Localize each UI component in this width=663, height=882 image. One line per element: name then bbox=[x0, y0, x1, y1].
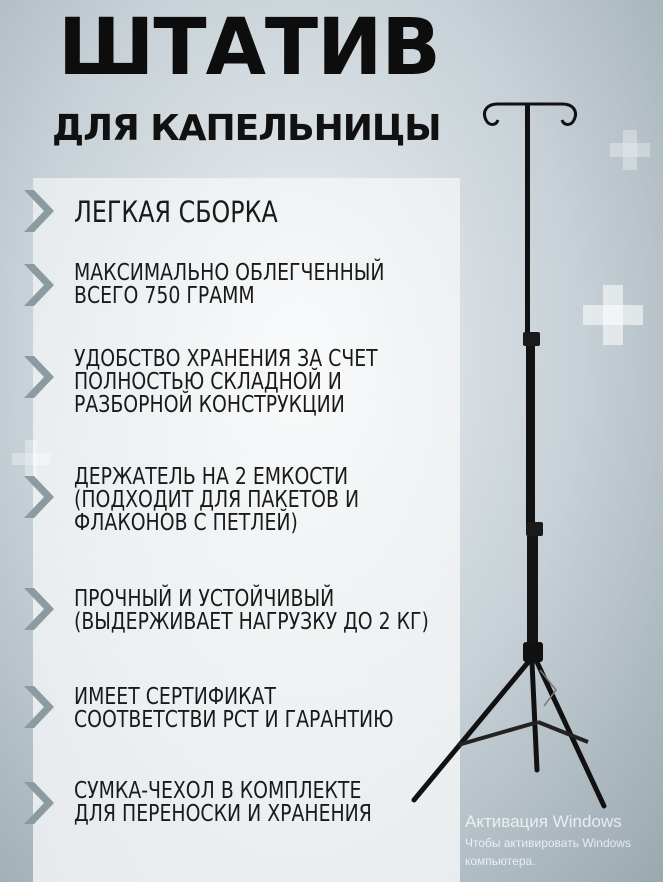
watermark-line: Активация Windows bbox=[465, 812, 622, 831]
iv-stand-top-tube bbox=[525, 104, 530, 334]
iv-stand-legs bbox=[414, 660, 604, 806]
feature-line: (ПОДХОДИТ ДЛЯ ПАКЕТОВ И bbox=[74, 487, 360, 513]
feature-line: СООТВЕТСТВИ РСТ И ГАРАНТИЮ bbox=[74, 707, 394, 733]
feature-line: УДОБСТВО ХРАНЕНИЯ ЗА СЧЕТ bbox=[74, 346, 378, 372]
feature-line: (ВЫДЕРЖИВАЕТ НАГРУЗКУ ДО 2 КГ) bbox=[74, 609, 429, 635]
iv-stand-clamp bbox=[526, 522, 543, 536]
feature-line: ПОЛНОСТЬЮ СКЛАДНОЙ И bbox=[74, 369, 342, 395]
feature-line: РАЗБОРНОЙ КОНСТРУКЦИИ bbox=[74, 392, 345, 418]
iv-stand-clamp bbox=[523, 332, 540, 346]
windows-activation-watermark bbox=[465, 812, 631, 868]
feature-line: ДЕРЖАТЕЛЬ НА 2 ЕМКОСТИ bbox=[74, 464, 349, 490]
feature-line: ВСЕГО 750 ГРАММ bbox=[74, 283, 255, 309]
iv-stand-base-joint bbox=[523, 642, 543, 662]
watermark-line: Чтобы активировать Windows bbox=[465, 836, 631, 850]
watermark-line: компьютера. bbox=[465, 854, 536, 868]
feature-line: МАКСИМАЛЬНО ОБЛЕГЧЕННЫЙ bbox=[74, 260, 385, 286]
feature-line: ПРОЧНЫЙ И УСТОЙЧИВЫЙ bbox=[74, 586, 335, 612]
page-subtitle: ДЛЯ КАПЕЛЬНИЦЫ bbox=[52, 108, 441, 149]
feature-line: ФЛАКОНОВ С ПЕТЛЕЙ) bbox=[74, 510, 298, 536]
feature-line: ДЛЯ ПЕРЕНОСКИ И ХРАНЕНИЯ bbox=[74, 801, 372, 827]
page-title: ШТАТИВ bbox=[58, 3, 440, 93]
feature-line: ЛЕГКАЯ СБОРКА bbox=[74, 195, 278, 229]
feature-line: СУМКА-ЧЕХОЛ В КОМПЛЕКТЕ bbox=[74, 778, 362, 804]
iv-stand-middle-tube bbox=[526, 346, 535, 526]
feature-line: ИМЕЕТ СЕРТИФИКАТ bbox=[74, 684, 276, 710]
iv-stand-lower-tube bbox=[527, 536, 538, 646]
